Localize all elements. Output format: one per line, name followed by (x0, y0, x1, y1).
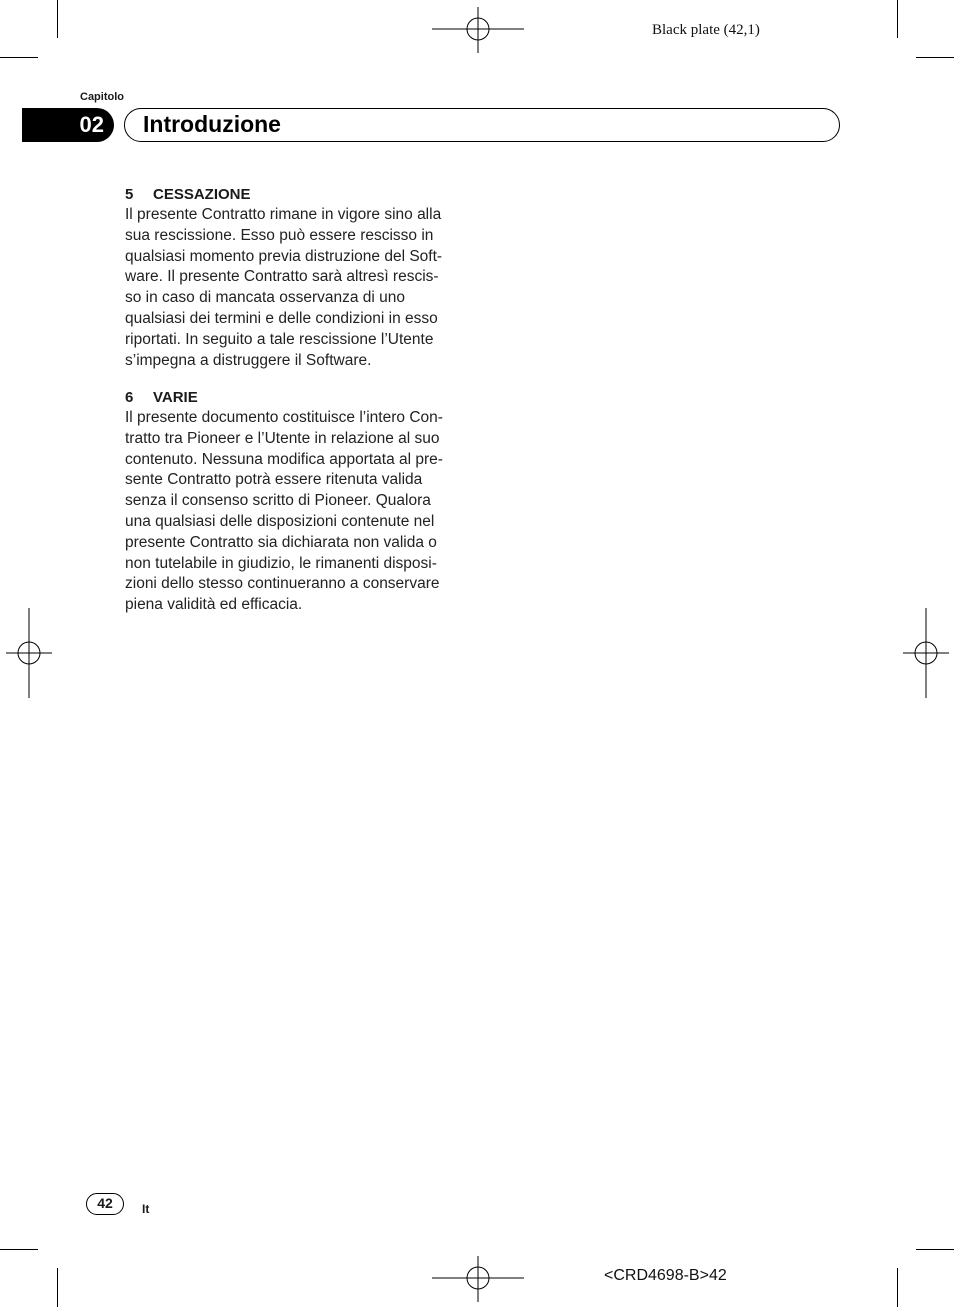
section-title: CESSAZIONE (153, 186, 251, 203)
body-line: sua rescissione. Esso può essere rescisso in (125, 226, 434, 244)
body-line: qualsiasi dei termini e delle condizioni in esso (125, 309, 438, 327)
body-line: senza il consenso scritto di Pioneer. Qualora (125, 492, 431, 510)
body-line: presente Contratto sia dichiarata non valida o (125, 533, 437, 551)
section-title: VARIE (153, 389, 198, 406)
crop-mark (0, 57, 38, 58)
body-line: sente Contratto potrà essere ritenuta valida (125, 471, 423, 489)
registration-mark-icon (6, 608, 52, 698)
body-line: ware. Il presente Contratto sarà altresì rescis- (125, 268, 439, 286)
body-line: s’impegna a distruggere il Software. (125, 351, 372, 369)
section-varie (125, 387, 470, 616)
section-cessazione (125, 184, 470, 371)
body-line: tratto tra Pioneer e l’Utente in relazione al suo (125, 429, 440, 447)
registration-mark-icon (903, 608, 949, 698)
crop-mark (916, 1249, 954, 1250)
document-code: <CRD4698-B>42 (604, 1267, 727, 1284)
body-line: una qualsiasi delle disposizioni contenute nel (125, 512, 435, 530)
body-line: Il presente documento costituisce l’intero Con- (125, 409, 443, 426)
body-line: non tutelabile in giudizio, le rimanenti disposi- (125, 554, 437, 572)
body-line: Il presente Contratto rimane in vigore sino alla (125, 206, 442, 223)
plate-label: Black plate (42,1) (652, 22, 760, 38)
page-number: 42 (86, 1193, 124, 1215)
body-line: contenuto. Nessuna modifica apportata al pre- (125, 450, 443, 468)
crop-mark (897, 0, 898, 38)
crop-mark (0, 1249, 38, 1250)
chapter-title-bar (124, 108, 840, 142)
crop-mark (897, 1268, 898, 1307)
body-line: zioni dello stesso continueranno a conservare (125, 575, 440, 593)
section-number: 6 (125, 389, 134, 406)
crop-mark (57, 0, 58, 38)
body-line: qualsiasi momento previa distruzione del Soft- (125, 247, 443, 265)
crop-mark (916, 57, 954, 58)
section-heading (125, 387, 470, 408)
chapter-label: Capitolo (80, 91, 124, 103)
language-code: It (142, 1202, 150, 1216)
registration-mark-icon (432, 7, 524, 53)
section-heading (125, 184, 470, 205)
body-line: so in caso di mancata osservanza di uno (125, 289, 406, 307)
chapter-number-badge: 02 (22, 108, 114, 142)
chapter-title: Introduzione (143, 111, 281, 137)
registration-mark-icon (432, 1256, 524, 1302)
crop-mark (57, 1268, 58, 1307)
section-number: 5 (125, 186, 134, 203)
body-line: piena validità ed efficacia. (125, 596, 303, 614)
body-line: riportati. In seguito a tale rescissione l’Utente (125, 330, 434, 348)
